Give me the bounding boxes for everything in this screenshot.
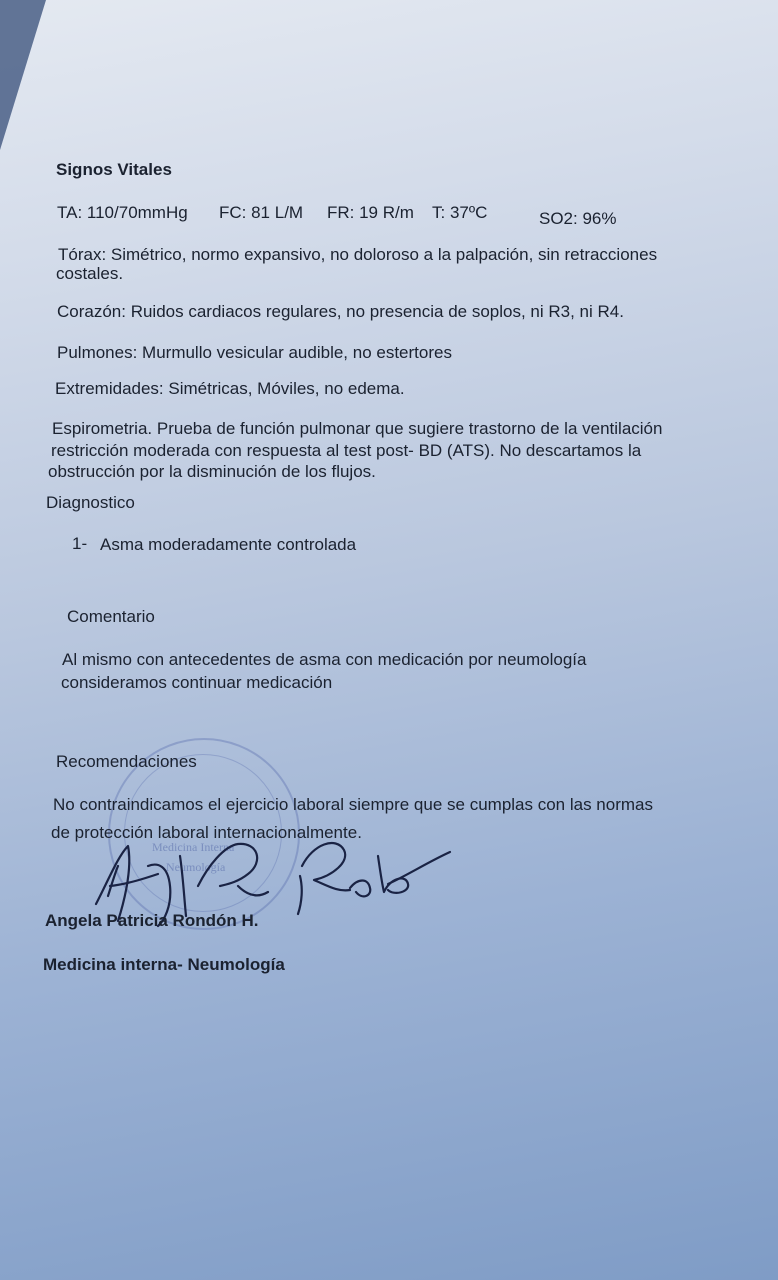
espirometria-line-3: obstrucción por la disminución de los flujos. — [48, 462, 376, 481]
comment-line-2: consideramos continuar medicación — [61, 673, 333, 692]
recommendations-heading: Recomendaciones — [56, 752, 197, 771]
vital-signs-row — [0, 202, 778, 226]
torax-line-1: Tórax: Simétrico, normo expansivo, no doloroso a la palpación, sin retracciones — [58, 245, 658, 264]
doctor-name: Angela Patricia Rondón H. — [45, 911, 259, 930]
heart-rate: FC: 81 L/M — [219, 203, 304, 222]
comment-line-1: Al mismo con antecedentes de asma con medicación por neumología — [62, 650, 587, 669]
espirometria-line-1: Espirometria. Prueba de función pulmonar que sugiere trastorno de la ventilación — [52, 419, 663, 438]
respiratory-rate: FR: 19 R/m — [327, 203, 414, 222]
espirometria-line-2: restricción moderada con respuesta al test post- BD (ATS). No descartamos la — [51, 441, 642, 460]
stamp-text-2: Neumología — [166, 860, 226, 874]
recommendations-line-2: de protección laboral internacionalmente. — [51, 823, 362, 842]
stamp-text-1: Medicina Interna — [152, 840, 235, 854]
temperature: T: 37ºC — [432, 203, 488, 222]
torax-line-2: costales. — [56, 264, 124, 283]
diagnosis-number: 1- — [72, 534, 88, 553]
comment-heading: Comentario — [67, 607, 155, 626]
oxygen-saturation: SO2: 96% — [539, 209, 617, 228]
diagnosis-heading: Diagnostico — [46, 493, 135, 512]
corazon-line: Corazón: Ruidos cardiacos regulares, no presencia de soplos, ni R3, ni R4. — [57, 302, 624, 321]
blood-pressure: TA: 110/70mmHg — [57, 203, 188, 222]
vital-signs-heading: Signos Vitales — [56, 160, 172, 179]
pulmones-line: Pulmones: Murmullo vesicular audible, no estertores — [57, 343, 452, 362]
page-corner-shadow — [0, 0, 46, 150]
diagnosis-item: Asma moderadamente controlada — [100, 535, 357, 554]
doctor-specialty: Medicina interna- Neumología — [43, 955, 285, 974]
recommendations-line-1: No contraindicamos el ejercicio laboral siempre que se cumplas con las normas — [53, 795, 653, 814]
extremidades-line: Extremidades: Simétricas, Móviles, no edema. — [55, 379, 405, 398]
